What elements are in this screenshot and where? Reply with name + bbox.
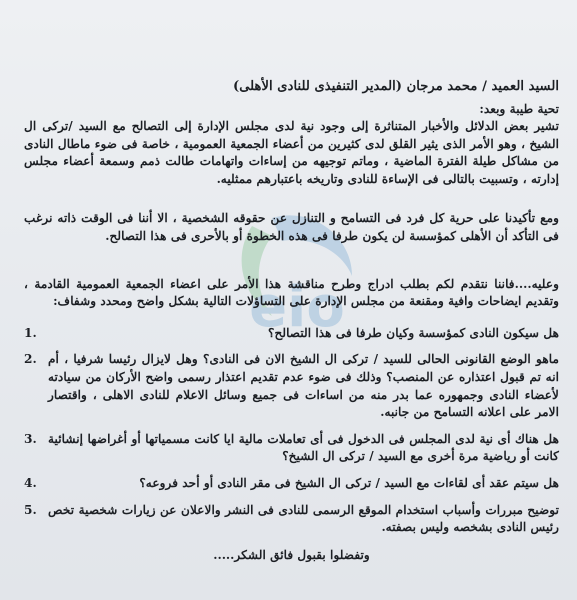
- question-text: هل سيتم عقد أى لقاءات مع السيد / تركى ال الشيخ فى مقر النادى أو أحد فروعه؟: [139, 475, 559, 490]
- letter-greeting: تحية طيبة وبعد:: [479, 102, 559, 116]
- letter-paragraph-3: وعليه....فاننا نتقدم لكم بطلب ادراج وطرح مناقشة هذا الأمر على اعضاء الجمعية العمومية القادمة ، وتقديم ايضاحات وافية ومقنعة من مجلس الإدارة على التساؤلات التالية بشكل واضح ومحدد وشفاف:: [24, 276, 559, 309]
- question-number: 3.: [24, 431, 37, 446]
- question-text: توضيح مبررات وأسباب استخدام الموقع الرسمى للنادى فى النشر والاعلان عن زيارات شخصية تخص رئيس النادى بشخصه وليس بصفته.: [48, 502, 559, 535]
- letter-paragraph-2: ومع تأكيدنا على حرية كل فرد فى التسامح و التنازل عن حقوقه الشخصية ، الا أننا فى الوقت ذاته نرغب فى التأكد أن الأهلى كمؤسسة لن يكون طرفا فى هذه الخطوة أو بالأحرى فى هذا التصالح.: [24, 211, 559, 243]
- question-text: هل سيكون النادى كمؤسسة وكيان طرفا فى هذا التصالح؟: [268, 325, 559, 340]
- question-item: [24, 431, 559, 466]
- question-number: 1.: [24, 325, 37, 340]
- question-item: [24, 475, 559, 493]
- question-item: [24, 502, 559, 537]
- question-number: 2.: [24, 352, 37, 367]
- svg-text:eio: eio: [249, 275, 345, 340]
- letter-body: [24, 78, 559, 564]
- question-number: 5.: [24, 502, 37, 517]
- letter-paragraph-1: تشير بعض الدلائل والأخبار المتناثرة إلى وجود نية لدى مجلس الإدارة إلى التصالح مع السيد /تركى ال الشيخ ، وهو الأمر الذى يثير القلق لدى كثيرين من أعضاء الجمعية العمومية ، خاصة فى ضوء ماطال النادى من مشاكل طيلة الفترة الماضية ، وماتم توجيهه من إساءات واتهامات طالت ذمم وسمعة أعضاء مجلس إدارته ، وتسبيت بالتالى فى الإساءة للنادى وتاريخه باعتبارهم ممثليه.: [24, 119, 559, 186]
- question-text: هل هناك أى نية لدى المجلس فى الدخول فى أى تعاملات مالية ايا كانت مسمياتها أو أغراضها إنشائية كانت أو رياضية مرة أخرى مع السيد / تركى ال الشيخ؟: [48, 431, 559, 464]
- letter-addressee: السيد العميد / محمد مرجان (المدير التنفيذى للنادى الأهلى): [232, 79, 559, 94]
- questions-list: [24, 325, 559, 537]
- letter-closing: وتفضلوا بقبول فائق الشكر.....: [213, 547, 370, 562]
- question-text: ماهو الوضع القانونى الحالى للسيد / تركى ال الشيخ الان فى النادى؟ وهل لايزال رئيسا شرفيا ، أم انه تم قبول اعتذاره عن المنصب؟ وذلك فى ضوء عدم تقديم اعتذار رسمى واضح الأركان من سيادته لأعضاء النادى وجمهوره عما بدر منه من اساءات فى جميع وسائل الاعلام للنادى الاهلى ، واقتصار الامر على اعلانه التسامح من جانبه.: [48, 352, 559, 420]
- question-number: 4.: [24, 475, 37, 490]
- question-item: [24, 325, 559, 343]
- question-item: [24, 351, 559, 421]
